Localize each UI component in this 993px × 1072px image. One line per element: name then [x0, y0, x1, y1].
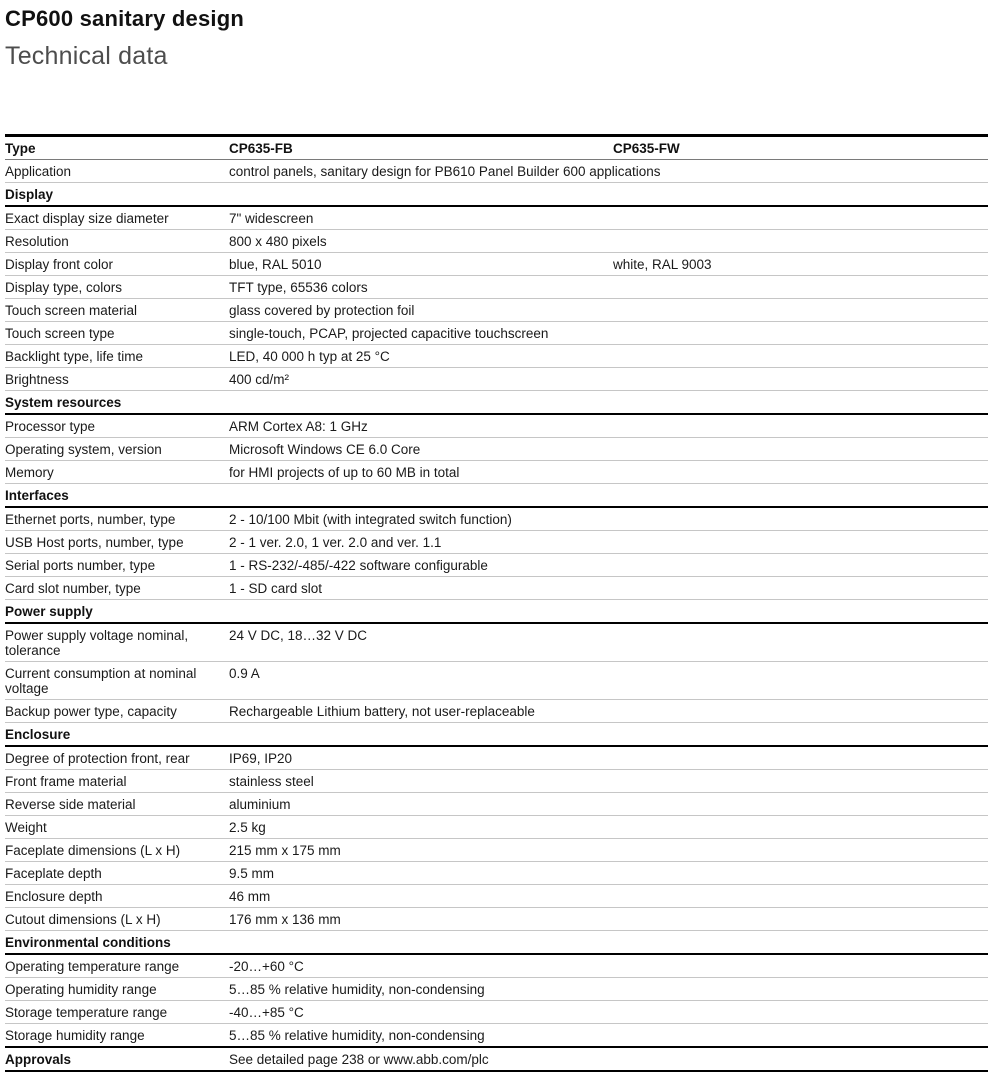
table-row: [5, 206, 988, 230]
table-row: [5, 322, 988, 345]
row-value-cp635-fb: control panels, sanitary design for PB610 Panel Builder 600 applications: [229, 160, 988, 183]
row-value-cp635-fw: [613, 1047, 988, 1071]
row-value-cp635-fw: [613, 770, 988, 793]
row-value-cp635-fb: single-touch, PCAP, projected capacitive touchscreen: [229, 322, 613, 345]
row-value-cp635-fb: 7" widescreen: [229, 206, 613, 230]
row-value-cp635-fb: Rechargeable Lithium battery, not user-replaceable: [229, 700, 613, 723]
row-value-cp635-fw: [613, 885, 988, 908]
table-row: [5, 662, 988, 700]
table-row: [5, 461, 988, 484]
spec-table-body: [5, 160, 988, 1072]
row-label: Memory: [5, 461, 229, 484]
row-value-cp635-fb: 2 - 10/100 Mbit (with integrated switch function): [229, 507, 613, 531]
row-label: Resolution: [5, 230, 229, 253]
row-value-cp635-fb: LED, 40 000 h typ at 25 °C: [229, 345, 613, 368]
table-row: [5, 345, 988, 368]
header-cp635-fw: CP635-FW: [613, 136, 988, 160]
row-value-cp635-fw: [613, 746, 988, 770]
section-label: Environmental conditions: [5, 931, 988, 955]
table-row: [5, 793, 988, 816]
row-value-cp635-fw: [613, 1001, 988, 1024]
row-value-cp635-fb: See detailed page 238 or www.abb.com/plc: [229, 1047, 613, 1071]
row-value-cp635-fw: [613, 662, 988, 700]
page-title: CP600 sanitary design: [5, 6, 244, 31]
section-row: [5, 391, 988, 415]
row-label: Faceplate dimensions (L x H): [5, 839, 229, 862]
row-value-cp635-fw: [613, 623, 988, 662]
row-label: Approvals: [5, 1047, 229, 1071]
row-value-cp635-fb: TFT type, 65536 colors: [229, 276, 613, 299]
row-value-cp635-fw: [613, 206, 988, 230]
row-value-cp635-fb: for HMI projects of up to 60 MB in total: [229, 461, 613, 484]
row-value-cp635-fw: [613, 554, 988, 577]
row-label: Touch screen type: [5, 322, 229, 345]
section-row: [5, 600, 988, 624]
row-value-cp635-fw: [613, 862, 988, 885]
row-value-cp635-fb: 176 mm x 136 mm: [229, 908, 613, 931]
row-value-cp635-fb: 24 V DC, 18…32 V DC: [229, 623, 613, 662]
row-value-cp635-fb: IP69, IP20: [229, 746, 613, 770]
table-row: [5, 577, 988, 600]
section-label: Display: [5, 183, 988, 207]
table-row: [5, 978, 988, 1001]
section-label: Enclosure: [5, 723, 988, 747]
row-value-cp635-fw: [613, 839, 988, 862]
table-row: [5, 299, 988, 322]
row-label: Weight: [5, 816, 229, 839]
row-value-cp635-fw: [613, 368, 988, 391]
row-label: Storage temperature range: [5, 1001, 229, 1024]
row-value-cp635-fw: [613, 793, 988, 816]
row-label: Operating temperature range: [5, 954, 229, 978]
table-row: [5, 862, 988, 885]
table-row: [5, 438, 988, 461]
row-value-cp635-fw: [613, 461, 988, 484]
section-label: Interfaces: [5, 484, 988, 508]
row-label: Power supply voltage nominal, tolerance: [5, 623, 229, 662]
table-row: [5, 253, 988, 276]
section-row: [5, 183, 988, 207]
row-value-cp635-fw: [613, 700, 988, 723]
row-label: Serial ports number, type: [5, 554, 229, 577]
row-label: Operating system, version: [5, 438, 229, 461]
row-label: Brightness: [5, 368, 229, 391]
table-row: [5, 770, 988, 793]
table-row: [5, 885, 988, 908]
row-label: Ethernet ports, number, type: [5, 507, 229, 531]
row-label: Application: [5, 160, 229, 183]
row-value-cp635-fw: white, RAL 9003: [613, 253, 988, 276]
row-value-cp635-fb: 2 - 1 ver. 2.0, 1 ver. 2.0 and ver. 1.1: [229, 531, 613, 554]
table-row: [5, 414, 988, 438]
section-row: [5, 484, 988, 508]
table-row: [5, 507, 988, 531]
row-value-cp635-fb: 215 mm x 175 mm: [229, 839, 613, 862]
row-value-cp635-fb: 1 - RS-232/-485/-422 software configurable: [229, 554, 613, 577]
row-label: Exact display size diameter: [5, 206, 229, 230]
row-value-cp635-fw: [613, 230, 988, 253]
row-value-cp635-fw: [613, 1024, 988, 1048]
row-value-cp635-fb: 400 cd/m²: [229, 368, 613, 391]
row-value-cp635-fw: [613, 908, 988, 931]
section-label: Power supply: [5, 600, 988, 624]
row-value-cp635-fw: [613, 816, 988, 839]
row-value-cp635-fb: 9.5 mm: [229, 862, 613, 885]
table-header-row: [5, 136, 988, 160]
row-value-cp635-fw: [613, 438, 988, 461]
row-label: Display type, colors: [5, 276, 229, 299]
table-row: [5, 746, 988, 770]
row-label: Display front color: [5, 253, 229, 276]
row-label: USB Host ports, number, type: [5, 531, 229, 554]
row-value-cp635-fb: 5…85 % relative humidity, non-condensing: [229, 978, 613, 1001]
table-row: [5, 160, 988, 183]
row-value-cp635-fw: [613, 954, 988, 978]
row-value-cp635-fw: [613, 414, 988, 438]
table-row: [5, 554, 988, 577]
row-label: Operating humidity range: [5, 978, 229, 1001]
table-row: [5, 531, 988, 554]
technical-data-table: [5, 134, 988, 1072]
row-value-cp635-fw: [613, 345, 988, 368]
row-value-cp635-fb: aluminium: [229, 793, 613, 816]
table-row: [5, 1001, 988, 1024]
row-label: Degree of protection front, rear: [5, 746, 229, 770]
row-value-cp635-fb: 46 mm: [229, 885, 613, 908]
row-value-cp635-fw: [613, 299, 988, 322]
row-value-cp635-fb: 5…85 % relative humidity, non-condensing: [229, 1024, 613, 1048]
row-label: Enclosure depth: [5, 885, 229, 908]
row-value-cp635-fb: 2.5 kg: [229, 816, 613, 839]
row-value-cp635-fb: 0.9 A: [229, 662, 613, 700]
table-row: [5, 276, 988, 299]
row-label: Reverse side material: [5, 793, 229, 816]
row-value-cp635-fb: stainless steel: [229, 770, 613, 793]
row-label: Processor type: [5, 414, 229, 438]
row-value-cp635-fb: ARM Cortex A8: 1 GHz: [229, 414, 613, 438]
section-label: System resources: [5, 391, 988, 415]
row-value-cp635-fb: Microsoft Windows CE 6.0 Core: [229, 438, 613, 461]
row-value-cp635-fb: blue, RAL 5010: [229, 253, 613, 276]
row-value-cp635-fb: -40…+85 °C: [229, 1001, 613, 1024]
row-value-cp635-fw: [613, 531, 988, 554]
row-label: Card slot number, type: [5, 577, 229, 600]
header-cp635-fb: CP635-FB: [229, 136, 613, 160]
section-row: [5, 723, 988, 747]
table-row: [5, 908, 988, 931]
row-value-cp635-fb: 800 x 480 pixels: [229, 230, 613, 253]
row-value-cp635-fb: -20…+60 °C: [229, 954, 613, 978]
row-label: Backlight type, life time: [5, 345, 229, 368]
table-row: [5, 1047, 988, 1071]
table-row: [5, 1024, 988, 1048]
table-row: [5, 954, 988, 978]
row-value-cp635-fw: [613, 507, 988, 531]
row-value-cp635-fb: glass covered by protection foil: [229, 299, 613, 322]
table-row: [5, 368, 988, 391]
table-row: [5, 839, 988, 862]
table-row: [5, 816, 988, 839]
row-label: Backup power type, capacity: [5, 700, 229, 723]
table-header: [5, 136, 988, 160]
header-type: Type: [5, 136, 229, 160]
row-label: Faceplate depth: [5, 862, 229, 885]
row-label: Storage humidity range: [5, 1024, 229, 1048]
table-row: [5, 700, 988, 723]
row-label: Front frame material: [5, 770, 229, 793]
row-value-cp635-fb: 1 - SD card slot: [229, 577, 613, 600]
table-row: [5, 230, 988, 253]
row-label: Cutout dimensions (L x H): [5, 908, 229, 931]
row-label: Current consumption at nominal voltage: [5, 662, 229, 700]
row-value-cp635-fw: [613, 322, 988, 345]
row-value-cp635-fw: [613, 276, 988, 299]
row-value-cp635-fw: [613, 577, 988, 600]
page-subtitle: Technical data: [5, 42, 168, 70]
row-value-cp635-fw: [613, 978, 988, 1001]
section-row: [5, 931, 988, 955]
row-label: Touch screen material: [5, 299, 229, 322]
table-row: [5, 623, 988, 662]
